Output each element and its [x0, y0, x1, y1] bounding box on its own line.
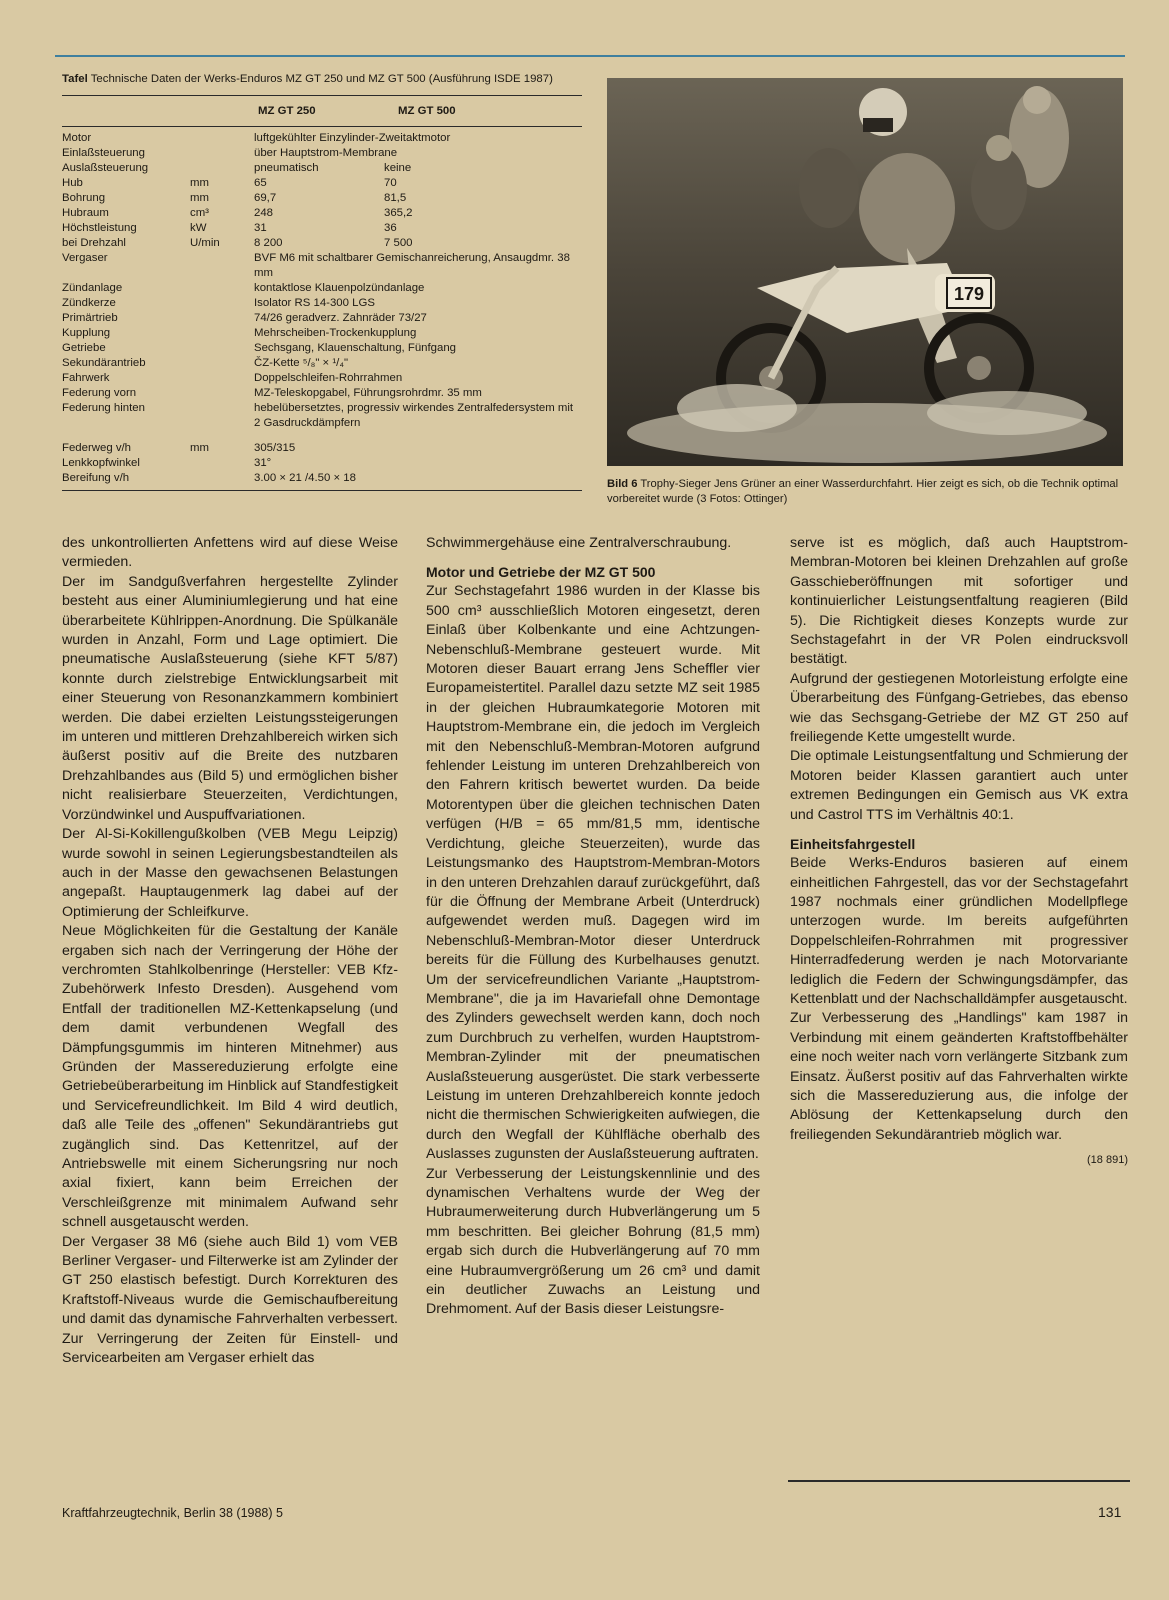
spec-label: Einlaßsteuerung	[62, 147, 145, 159]
table-row	[62, 176, 582, 191]
spec-table	[62, 72, 582, 495]
spec-value: BVF M6 mit schaltbarer Gemischanreicherung, Ansaugdmr. 38 mm	[254, 252, 570, 279]
spec-value: 3.00 × 21 /4.50 × 18	[254, 472, 356, 484]
paragraph: Die optimale Leistungsentfaltung und Schmierung der Motoren beider Klassen garantiert auch unter extremen Bedingungen ein Gemisch aus VK extra und Castrol TTS im Verhältnis 40:1.	[790, 748, 1128, 823]
section-heading-motor-gt500: Motor und Getriebe der MZ GT 500	[426, 564, 656, 581]
table-row	[62, 206, 582, 221]
table-row	[62, 296, 582, 311]
spec-label: Bereifung v/h	[62, 472, 130, 484]
spec-label: Federung vorn	[62, 387, 137, 399]
spec-label: Fahrwerk	[62, 372, 110, 384]
spec-value: Isolator RS 14-300 LGS	[254, 297, 375, 309]
spec-unit	[190, 131, 254, 146]
table-caption	[62, 72, 582, 87]
spec-unit: cm³	[190, 207, 209, 219]
spec-unit: U/min	[190, 237, 220, 249]
paragraph: Der im Sandgußverfahren hergestellte Zylinder besteht aus einer Aluminiumlegierung und hat eine überarbeitete Kühlrippen-Anordnung. Die Spülkanäle wurden in Anzahl, Form und Lage optimiert. Die pneumatische Auslaßsteuerung (siehe KFT 5/87) konnte durch zielstrebige Entwicklungsarbeit mit einer Steuerung von Resonanzkammern kombiniert werden. Die dabei erzielten Leistungssteigerungen im unteren und mittleren Drehzahlbereich wirken sich äußerst positiv auf die Breite des nutzbaren Drehzahlbandes aus (Bild 5) und ermöglichen bisher nicht realisierbare Steuerzeiten, Verdichtungen, Vorzündwinkel und Auspuffvariationen.	[62, 573, 398, 823]
text-column-2	[426, 534, 760, 1320]
top-rule	[55, 55, 1125, 57]
spec-value: 31°	[254, 457, 272, 469]
paragraph: Der Vergaser 38 M6 (siehe auch Bild 1) vom VEB Berliner Vergaser- und Filterwerke ist am Zylinder der GT 250 elastisch befestigt. Durch Korrekturen des Kraftstoff-Niveaus wurde die Gemischaufbereitung und damit das dynamische Fahrverhalten verbessert. Zur Verringerung der Zeiten für Einstell- und Servicearbeiten am Vergaser erhielt das	[62, 1233, 398, 1367]
spec-value-gt250: 8 200	[254, 237, 283, 249]
spec-value: MZ-Teleskopgabel, Führungsrohrdmr. 35 mm	[254, 387, 482, 399]
table-row	[62, 281, 582, 296]
photo-caption	[607, 477, 1127, 507]
spec-label: Hub	[62, 177, 83, 189]
spec-label: Auslaßsteuerung	[62, 162, 149, 174]
paragraph: Zur Verbesserung der Leistungskennlinie und des dynamischen Verhaltens wurde der Weg der Hubraumerweiterung durch Hubverlängerung um 5 mm beschritten. Bei gleicher Bohrung (81,5 mm) ergab sich durch die Hubverlängerung auf 70 mm eine Hubraumvergrößerung um 26 cm³ und damit ein deutlicher Zuwachs an Leistung und Drehmoment. Auf der Basis dieser Leistungsre-	[426, 1165, 760, 1318]
spec-value: 74/26 geradverz. Zahnräder 73/27	[254, 312, 427, 324]
table-header	[62, 100, 582, 122]
spec-unit	[190, 161, 254, 176]
table-rule	[62, 490, 582, 491]
paragraph: Zur Sechstagefahrt 1986 wurden in der Klasse bis 500 cm³ ausschließlich Motoren eingesetzt, deren Einlaß über Kolbenkante und eine Achtzungen-Nebenschluß-Membrane gesteuert wurde. Mit Motoren dieser Bauart errang Jens Scheffler vier Europameistertitel. Parallel dazu setzte MZ seit 1985 in der gleichen Hubraumkategorie Motoren mit Hauptstrom-Membrane ein, die jedoch im Vergleich mit den Nebenschluß-Membran-Motoren aufgrund fehlender Leistung im unteren Drehzahlbereich von den Fahrern kritisch bewertet wurden. Da beide Motorentypen über die gleichen technischen Daten verfügen (H/B = 65 mm/81,5 mm, identische Verdichtung, gleiche Steuerzeiten), wurde das Leistungsmanko des Hauptstrom-Membran-Motors in den unteren Drehzahlen darauf zurückgeführt, daß für die Öffnung der Membrane Arbeit (Unterdruck) aufgewendet werden muß. Dagegen wird im Nebenschluß-Membran-Motor dieser Unterdruck bereits für die Füllung des Kurbelhauses genutzt. Um der servicefreundlichen Variante „Hauptstrom-Membrane", die ja im Havariefall ohne Demontage des Zylinders gewechselt werden kann, doch noch zum Durchbruch zu verhelfen, wurden Hauptstrom-Membran-Zylinder mit der pneumatischen Auslaßsteuerung ausgerüstet. Die stark verbesserte Leistung im unteren Drehzahlbereich konnte jedoch nicht die thermischen Schwierigkeiten aufwiegen, die durch den Wegfall der Kühlfläche oberhalb des Auslasses zugunsten der Auslaßsteuerung auftraten.	[426, 583, 760, 1163]
table-row	[62, 471, 582, 486]
spec-unit	[190, 296, 254, 311]
spec-unit	[190, 456, 254, 471]
spec-label: Federweg v/h	[62, 442, 132, 454]
spec-label: Motor	[62, 132, 92, 144]
paragraph: Zur Verbesserung des „Handlings" kam 1987 in Verbindung mit einem geänderten Kraftstoffbehälter eine noch weiter nach vorn verlängerte Sitzbank zum Einsatz. Äußerst positiv auf das Fahrverhalten wirkte sich die Massereduzierung aus, die infolge der Ablösung der Kettenkapselung durch den freiliegenden Sekundärantrieb möglich war.	[790, 1010, 1128, 1143]
spec-label: Zündanlage	[62, 282, 123, 294]
table-row	[62, 311, 582, 326]
spec-label: Bohrung	[62, 192, 106, 204]
spec-unit	[190, 251, 254, 281]
paragraph: Der Al-Si-Kokillengußkolben (VEB Megu Leipzig) wurde sowohl in seinen Legierungsbestandteilen als auch in der Masse den gewachsenen Belastungen angepaßt. Hauptaugenmerk lag dabei auf der Optimierung der Schleifkurve.	[62, 826, 398, 920]
table-row	[62, 386, 582, 401]
spec-value-gt250: 65	[254, 177, 267, 189]
table-row	[62, 191, 582, 206]
table-row	[62, 221, 582, 236]
spec-value-gt250: 69,7	[254, 192, 277, 204]
spec-value-gt500: 36	[384, 222, 397, 234]
spec-value: Mehrscheiben-Trockenkupplung	[254, 327, 417, 339]
spec-value: kontaktlose Klauenpolzündanlage	[254, 282, 425, 294]
spec-value-gt500: 365,2	[384, 207, 413, 219]
spec-value-gt500: 7 500	[384, 237, 413, 249]
table-body	[62, 131, 582, 486]
paragraph: Aufgrund der gestiegenen Motorleistung erfolgte eine Überarbeitung des Fünfgang-Getriebes, das ebenso wie das Sechsgang-Getriebe der MZ GT 250 auf freiliegende Kette umgestellt wurde.	[790, 670, 1128, 746]
spec-unit	[190, 281, 254, 296]
spec-unit: mm	[190, 177, 209, 189]
table-row	[62, 326, 582, 341]
table-gap	[62, 431, 582, 441]
spec-unit	[190, 341, 254, 356]
spec-label: Sekundärantrieb	[62, 357, 146, 369]
spec-label: Lenkkopfwinkel	[62, 457, 140, 469]
article-reference-number: (18 891)	[1087, 1154, 1128, 1167]
spec-value: Doppelschleifen-Rohrrahmen	[254, 372, 403, 384]
table-row	[62, 251, 582, 281]
spec-value-gt250: 248	[254, 207, 274, 219]
spec-label: bei Drehzahl	[62, 237, 126, 249]
spec-value-gt500: keine	[384, 162, 412, 174]
table-row	[62, 356, 582, 371]
spec-unit	[190, 356, 254, 371]
spec-label: Hubraum	[62, 207, 109, 219]
table-row	[62, 131, 582, 146]
table-row	[62, 371, 582, 386]
spec-unit	[190, 401, 254, 431]
end-rule	[788, 1480, 1130, 1482]
paragraph: des unkontrollierten Anfettens wird auf diese Weise vermieden.	[62, 535, 398, 571]
spec-value: ČZ-Kette ⁵/₈" × ¹/₄"	[254, 357, 349, 369]
spec-unit	[190, 311, 254, 326]
text-column-1	[62, 534, 398, 1368]
table-caption-text: Technische Daten der Werks-Enduros MZ GT 250 und MZ GT 500 (Ausführung ISDE 1987)	[90, 73, 553, 85]
spec-value-gt500: 81,5	[384, 192, 407, 204]
photo-caption-text: Trophy-Sieger Jens Grüner an einer Wasserdurchfahrt. Hier zeigt es sich, ob die Technik optimal vorbereitet wurde (3 Fotos: Ottinger)	[607, 478, 1119, 505]
spec-value: über Hauptstrom-Membrane	[254, 147, 398, 159]
table-caption-label: Tafel	[62, 73, 88, 85]
page-number: 131	[1098, 1504, 1122, 1520]
paragraph: Schwimmergehäuse eine Zentralverschraubung.	[426, 535, 732, 551]
photo-illustration	[607, 78, 1123, 466]
spec-unit: mm	[190, 442, 209, 454]
photo-caption-label: Bild 6	[607, 478, 638, 490]
spec-unit: mm	[190, 192, 209, 204]
spec-value-gt500: 70	[384, 177, 397, 189]
spec-unit	[190, 146, 254, 161]
spec-label: Zündkerze	[62, 297, 116, 309]
table-row	[62, 236, 582, 251]
spec-label: Höchstleistung	[62, 222, 137, 234]
spec-unit	[190, 326, 254, 341]
page-footer: Kraftfahrzeugtechnik, Berlin 38 (1988) 5	[62, 1506, 283, 1520]
section-heading-fahrgestell: Einheitsfahrgestell	[790, 836, 916, 853]
table-rule	[62, 95, 582, 96]
table-row	[62, 401, 582, 431]
spec-value-gt250: 31	[254, 222, 267, 234]
spec-label: Vergaser	[62, 252, 108, 264]
paragraph: Beide Werks-Enduros basieren auf einem einheitlichen Fahrgestell, das vor der Sechstagefahrt 1987 nochmals einer gründlichen Modellpflege unterzogen wurde. Im bereits aufgeführten Doppelschleifen-Rohrrahmen mit progressiver Hinterradfederung werden je nach Motorvariante lediglich die Federn der Schwingungsdämpfer, das Kettenblatt und der Nachschalldämpfer ausgetauscht.	[790, 855, 1128, 1007]
race-number-plate: 179	[953, 284, 985, 304]
col-header-gt250: MZ GT 250	[258, 104, 316, 117]
table-row	[62, 341, 582, 356]
spec-label: Primärtrieb	[62, 312, 118, 324]
table-row	[62, 161, 582, 176]
col-header-gt500: MZ GT 500	[398, 104, 456, 117]
paragraph: Neue Möglichkeiten für die Gestaltung der Kanäle ergaben sich nach der Verringerung der Höhe der verchromten Stahlkolbenringe (Hersteller: VEB Kfz-Zubehörwerk Infesto Dresden). Ausgehend vom Entfall der traditionellen MZ-Kettenkapselung (und dem damit verbundenen Wegfall des Dämpfungsgummis im hinteren Mitnehmer) aus Gründen der Massereduzierung erfolgte eine Getriebeüberarbeitung im Hinblick auf Standfestigkeit und Servicefreundlichkeit. Im Bild 4 wird deutlich, daß alle Teile des „offenen" Sekundärantriebs gut zugänglich sind. Das Kettenritzel, auf der Antriebswelle mit einem Sicherungsring nur noch axial fixiert, kann beim Erreichen der Verschleißgrenze mit minimalem Aufwand sehr schnell ausgetauscht werden.	[62, 923, 398, 1231]
spec-unit: kW	[190, 222, 207, 234]
spec-value-gt250: pneumatisch	[254, 162, 319, 174]
paragraph: serve ist es möglich, daß auch Hauptstrom-Membran-Motoren bei kleinen Drehzahlen auf große Gasschieberöffnungen mit sofortiger und kontinuierlicher Leistungsentfaltung reagieren (Bild 5). Die Richtigkeit dieses Konzepts wurde zur Sechstagefahrt in der VR Polen eindrucksvoll bestätigt.	[790, 535, 1128, 668]
spec-value: hebelübersetztes, progressiv wirkendes Zentralfedersystem mit 2 Gasdruckdämpfern	[254, 402, 574, 429]
spec-unit	[190, 371, 254, 386]
text-column-3	[790, 534, 1128, 1171]
table-row	[62, 441, 582, 456]
spec-value: luftgekühlter Einzylinder-Zweitaktmotor	[254, 132, 451, 144]
spec-unit	[190, 386, 254, 401]
table-row	[62, 146, 582, 161]
spec-value: 305/315	[254, 442, 296, 454]
table-rule	[62, 126, 582, 127]
spec-unit	[190, 471, 254, 486]
spec-label: Federung hinten	[62, 402, 145, 414]
spec-label: Kupplung	[62, 327, 111, 339]
spec-value: Sechsgang, Klauenschaltung, Fünfgang	[254, 342, 457, 354]
photo-enduro-water-crossing	[607, 78, 1123, 466]
spec-label: Getriebe	[62, 342, 106, 354]
table-row	[62, 456, 582, 471]
